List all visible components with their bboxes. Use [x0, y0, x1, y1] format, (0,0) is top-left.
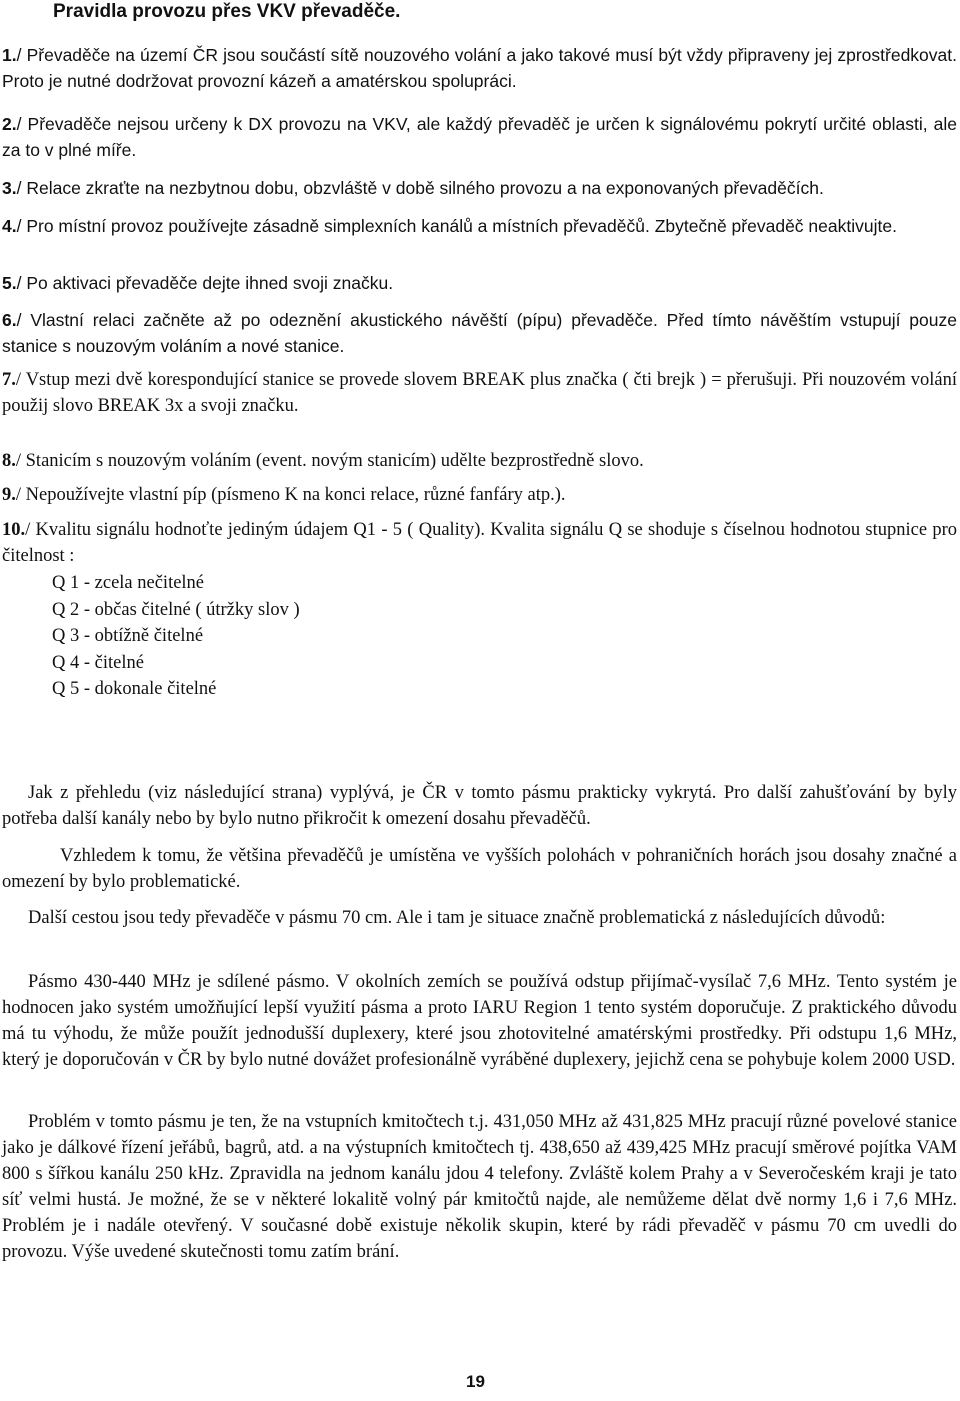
- rule-number: 1.: [2, 45, 17, 65]
- rule-3: [2, 175, 957, 201]
- rule-5: [2, 270, 957, 296]
- rule-number: 10.: [2, 520, 26, 540]
- rule-number: 4.: [2, 216, 17, 236]
- rule-number: 5.: [2, 273, 17, 293]
- rule-text: / Stanicím s nouzovým voláním (event. novým stanicím) udělte bezprostředně slovo.: [15, 451, 644, 471]
- page-number: 19: [466, 1372, 485, 1391]
- rule-text: / Kvalitu signálu hodnoťte jediným údajem Q1 - 5 ( Quality). Kvalita signálu Q se shoduje s číselnou hodnotou stupnice pro čitelnost :: [2, 520, 957, 566]
- quality-item-q1: Q 1 - zcela nečitelné: [52, 573, 205, 593]
- rule-7: [2, 367, 957, 419]
- rule-9: [2, 482, 957, 508]
- rule-6: [2, 307, 957, 359]
- rule-number: 8.: [2, 451, 16, 471]
- rule-1: [2, 42, 957, 94]
- rule-4: [2, 213, 957, 239]
- paragraph-locations: Vzhledem k tomu, že většina převaděčů je umístěna ve vyšších polohách v pohraničních horách jsou dosahy značné a omezení by bylo problematické.: [2, 846, 957, 892]
- quality-item-q4: Q 4 - čitelné: [52, 652, 144, 673]
- page-title: Pravidla provozu přes VKV převaděče.: [53, 1, 401, 22]
- rule-text: / Nepoužívejte vlastní píp (písmeno K na konci relace, různé fanfáry atp.).: [15, 485, 566, 505]
- rule-2: [2, 111, 957, 163]
- rule-10: [2, 517, 957, 569]
- paragraph-band-sharing: Pásmo 430-440 MHz je sdílené pásmo. V okolních zemích se používá odstup přijímač-vysílač 7,6 MHz. Tento systém je hodnocen jako systém umožňující lepší využití pásma a proto IARU Region 1 tento systém doporučuje. Z praktického důvodu má tu výhodu, že může použít jednodušší duplexery, které jsou zhotovitelné amatérskými prostředky. Při odstupu 1,6 MHz, který je doporučován v ČR by bylo nutné dovážet profesionálně vyráběné duplexery, jejichž cena se pohybuje kolem 2000 USD.: [2, 972, 957, 1070]
- rule-number: 2.: [2, 114, 17, 134]
- quality-item-q5: Q 5 - dokonale čitelné: [52, 679, 217, 699]
- rule-text: / Vstup mezi dvě korespondující stanice se provede slovem BREAK plus značka ( čti brejk ) = přerušuji. Při nouzovém volání použij slovo BREAK 3x a svoji značku.: [2, 370, 957, 416]
- rule-text: / Relace zkraťte na nezbytnou dobu, obzvláště v době silného provozu a na exponovaných převaděčích.: [16, 178, 824, 198]
- rule-number: 9.: [2, 485, 16, 505]
- paragraph-frequency-conflicts: Problém v tomto pásmu je ten, že na vstupních kmitočtech t.j. 431,050 MHz až 431,825 MHz pracují různé povelové stanice jako je dálkové řízení jeřábů, bagrů, atd. a na výstupních kmitočtech tj. 438,650 až 439,425 MHz pracují směrové pojítka VAM 800 s šířkou kanálu 250 kHz. Zpravidla na jednom kanálu jdou 4 telefony. Zvláště kolem Prahy a v Severočeském kraji je tato síť velmi hustá. Je možné, že se v některé lokalitě volný pár kmitočtů najde, ale nemůžeme dělat dvě normy 1,6 i 7,6 MHz. Problém je i nadále otevřený. V současné době existuje několik skupin, které by rádi převaděč v pásmu 70 cm uvedli do provozu. Výše uvedené skutečnosti tomu zatím brání.: [2, 1112, 957, 1262]
- rule-text: / Vlastní relaci začněte až po odeznění akustického návěští (pípu) převaděče. Před tímto návěštím vstupují pouze stanice s nouzovým voláním a nové stanice.: [2, 310, 957, 356]
- rule-text: / Převaděče na území ČR jsou součástí sítě nouzového volání a jako takové musí být vždy připraveny jej zprostředkovat. Proto je nutné dodržovat provozní kázeň a amatérskou spolupráci.: [2, 45, 957, 91]
- quality-item-q2: Q 2 - občas čitelné ( útržky slov ): [52, 599, 300, 620]
- rule-8: [2, 448, 957, 474]
- paragraph-70cm: Další cestou jsou tedy převaděče v pásmu 70 cm. Ale i tam je situace značně problematická z následujících důvodů:: [28, 908, 886, 928]
- rule-text: / Převaděče nejsou určeny k DX provozu na VKV, ale každý převaděč je určen k signálovému pokrytí určité oblasti, ale za to v plné míře.: [2, 114, 957, 160]
- rule-number: 3.: [2, 178, 17, 198]
- rule-text: / Po aktivaci převaděče dejte ihned svoji značku.: [16, 273, 394, 293]
- rule-number: 7.: [2, 370, 16, 390]
- quality-item-q3: Q 3 - obtížně čitelné: [52, 626, 204, 646]
- rule-text: / Pro místní provoz používejte zásadně simplexních kanálů a místních převaděčů. Zbytečně převaděč neaktivujte.: [16, 216, 897, 236]
- paragraph-coverage: Jak z přehledu (viz následující strana) vyplývá, je ČR v tomto pásmu prakticky vykrytá. Pro další zahušťování by byly potřeba další kanály nebo by bylo nutno přikročit k omezení dosahu převaděčů.: [2, 783, 957, 829]
- rule-number: 6.: [2, 310, 17, 330]
- quality-scale-list: [52, 570, 300, 703]
